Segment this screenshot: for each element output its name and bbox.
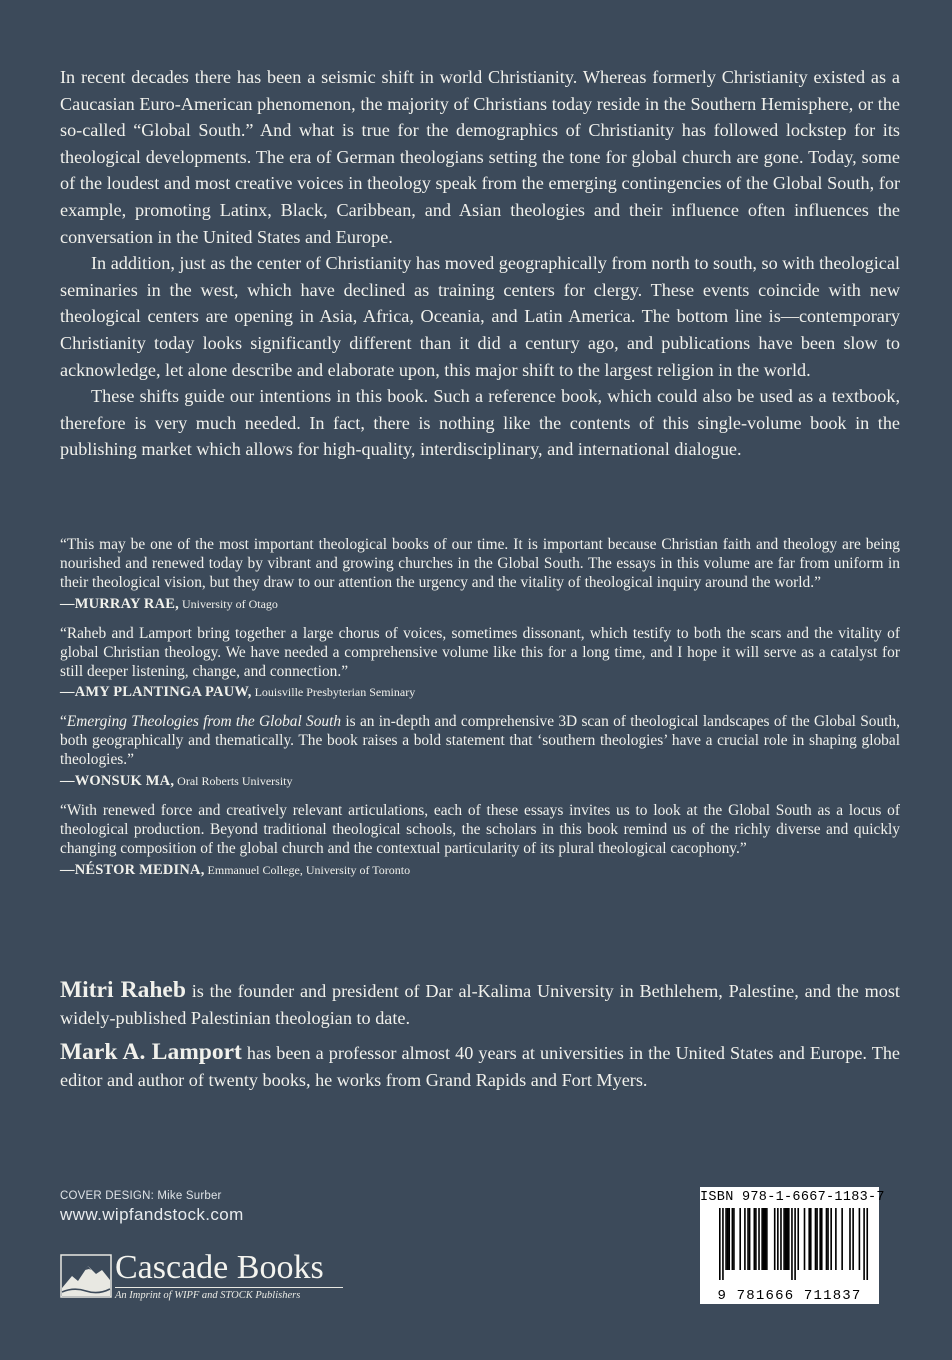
barcode-bar bbox=[849, 1208, 851, 1270]
barcode-bar bbox=[761, 1208, 763, 1270]
barcode-bar bbox=[758, 1208, 760, 1270]
barcode-bar bbox=[785, 1208, 787, 1270]
endorsement bbox=[60, 625, 900, 701]
publisher-logo bbox=[60, 1249, 350, 1308]
barcode-bar bbox=[826, 1208, 828, 1270]
endorser-name: —WONSUK MA, bbox=[60, 773, 175, 790]
blurb-paragraph-1: In recent decades there has been a seismic shift in world Christianity. Whereas formerly Christianity existed as a Caucasian Euro-American phenomenon, the majority of Christians today reside in the Southern Hemisphere, or the so-called “Global South.” And what is true for the demographics of Christianity has followed lockstep for its theological developments. The era of German theologians setting the tone for global church are gone. Today, some of the loudest and most creative voices in theology speak from the emerging contingencies of the Global South, for example, promoting Latinx, Black, Caribbean, and Asian theologies and their influence often influences the conversation in the United States and Europe. bbox=[60, 67, 900, 247]
barcode-bar bbox=[827, 1208, 829, 1270]
barcode-bar bbox=[788, 1208, 790, 1270]
barcode-bar bbox=[777, 1208, 779, 1270]
barcode-bar bbox=[749, 1208, 751, 1270]
endorsement-quote: “With renewed force and creatively relevant articulations, each of these essays invites us to look at the Global South as a locus of theological production. Beyond traditional theological schools, the scholars in this book remind us of the richly diverse and quickly changing composition of the global church and the contextual particularity of its plural theological cacophony.” bbox=[60, 802, 900, 857]
mountain-logo-icon bbox=[60, 1254, 112, 1298]
author-bios bbox=[60, 977, 900, 1101]
barcode-bar bbox=[719, 1208, 721, 1280]
blurb-paragraph-3: These shifts guide our intentions in this book. Such a reference book, which could also be used as a textbook, therefore is very much needed. In fact, there is nothing like the contents of this single-volume book in the publishing market which allows for high-quality, interdisciplinary, and international dialogue. bbox=[60, 386, 900, 460]
barcode-bar bbox=[722, 1208, 724, 1280]
barcode-bar bbox=[821, 1208, 823, 1270]
barcode-bar bbox=[725, 1208, 727, 1270]
barcode-bar bbox=[786, 1208, 788, 1270]
publisher-name: Cascade Books bbox=[115, 1249, 324, 1286]
endorsement-attribution bbox=[60, 684, 900, 700]
barcode-bar bbox=[747, 1208, 749, 1270]
quote-body: is an in-depth and comprehensive 3D scan of theological landscapes of the Global South, both geographically and thematically. The book raises a bold statement that ‘southern theologies’ have a crucial role in shaping global theologies.” bbox=[60, 713, 900, 769]
barcode-bar bbox=[794, 1208, 796, 1280]
endorser-name: —AMY PLANTINGA PAUW, bbox=[60, 684, 252, 701]
endorsement-attribution bbox=[60, 773, 900, 789]
barcode-bar bbox=[830, 1208, 832, 1270]
endorsement-attribution bbox=[60, 862, 900, 878]
barcode-bar bbox=[755, 1208, 757, 1270]
barcode-bar bbox=[744, 1208, 746, 1270]
barcode-bar bbox=[754, 1208, 756, 1270]
barcode-bar bbox=[733, 1208, 735, 1270]
endorsement-quote: “This may be one of the most important theological books of our time. It is important because Christian faith and theology are being nourished and renewed today by vibrant and growing churches in the Global South. The essays in this volume are far from uniform in their theological vision, but they draw to our attention the urgency and the vitality of theological inquiry around the world.” bbox=[60, 536, 900, 591]
barcode-bar bbox=[728, 1208, 730, 1270]
endorsements bbox=[60, 536, 900, 891]
barcode-bar bbox=[808, 1208, 810, 1270]
endorsement-attribution bbox=[60, 596, 900, 612]
barcode-bar bbox=[815, 1208, 817, 1270]
barcode-bar bbox=[797, 1208, 799, 1270]
endorsement bbox=[60, 802, 900, 878]
barcode-bar bbox=[732, 1208, 734, 1270]
barcode-bar bbox=[764, 1208, 766, 1270]
cover-design-credit: COVER DESIGN: Mike Surber bbox=[60, 1190, 222, 1202]
barcode-bar bbox=[835, 1208, 837, 1270]
description-blurb bbox=[60, 64, 900, 463]
barcode-bar bbox=[866, 1208, 868, 1280]
book-title: Emerging Theologies from the Global South bbox=[66, 713, 342, 731]
barcode-bar bbox=[810, 1208, 812, 1270]
barcode-bar bbox=[727, 1208, 729, 1270]
endorsement-quote bbox=[60, 713, 900, 770]
endorser-name: —MURRAY RAE, bbox=[60, 595, 179, 612]
barcode-bar bbox=[852, 1208, 854, 1270]
author-bio-text: has been a professor almost 40 years at universities in the United States and Europe. The editor and author of twenty books, he works from Grand Rapids and Fort Myers. bbox=[60, 1043, 900, 1090]
quote-open-mark: “ bbox=[60, 713, 67, 731]
barcode-bar bbox=[739, 1208, 741, 1270]
endorser-affiliation: Emmanuel College, University of Toronto bbox=[207, 862, 411, 877]
endorsement bbox=[60, 713, 900, 789]
barcode-bar bbox=[774, 1208, 776, 1270]
author-name: Mark A. Lamport bbox=[60, 1039, 242, 1065]
endorser-name: —NÉSTOR MEDINA, bbox=[60, 861, 205, 878]
endorser-affiliation: Louisville Presbyterian Seminary bbox=[254, 685, 416, 700]
barcode-bar bbox=[816, 1208, 818, 1270]
author-bio bbox=[60, 977, 900, 1031]
barcode-bar bbox=[819, 1208, 821, 1270]
barcode-bar bbox=[783, 1208, 785, 1270]
endorsement bbox=[60, 536, 900, 612]
author-bio bbox=[60, 1039, 900, 1093]
publisher-website-link[interactable]: www.wipfandstock.com bbox=[60, 1205, 244, 1224]
barcode-bar bbox=[804, 1208, 806, 1270]
barcode-bar bbox=[763, 1208, 765, 1270]
endorsement-quote: “Raheb and Lamport bring together a large chorus of voices, sometimes dissonant, which testify to both the scars and the vitality of global Christian theology. We have needed a comprehensive volume like this for a long time, and I hope it will serve as a catalyst for still deeper listening, change, and connection.” bbox=[60, 624, 900, 680]
barcode-bar bbox=[863, 1208, 865, 1280]
logo-divider bbox=[115, 1287, 343, 1288]
barcode-icon bbox=[707, 1208, 872, 1288]
blurb-paragraph-2: In addition, just as the center of Christianity has moved geographically from north to south, so with theological seminaries in the west, which have declined as training centers for clergy. These events coincide with new theological centers are opening in Asia, Africa, Oceania, and Latin America. The bottom line is—contemporary Christianity today looks significantly different than it did a century ago, and publications have been slow to acknowledge, let alone describe and elaborate upon, this major shift to the largest religion in the world. bbox=[60, 253, 900, 380]
endorser-affiliation: University of Otago bbox=[181, 596, 278, 611]
isbn-barcode-panel bbox=[700, 1187, 885, 1304]
barcode-bar bbox=[841, 1208, 843, 1270]
endorser-affiliation: Oral Roberts University bbox=[177, 774, 293, 789]
barcode-bar bbox=[780, 1208, 782, 1270]
author-bio-text: is the founder and president of Dar al-Kalima University in Bethlehem, Palestine, and the most widely-published Palestinian theologian to date. bbox=[60, 981, 900, 1028]
isbn-label: ISBN 978-1-6667-1183-7 bbox=[700, 1190, 885, 1205]
barcode-bar bbox=[859, 1208, 861, 1270]
barcode-bar bbox=[791, 1208, 793, 1280]
author-name: Mitri Raheb bbox=[60, 977, 186, 1003]
publisher-tagline: An Imprint of WIPF and STOCK Publishers bbox=[115, 1290, 301, 1301]
barcode-digits: 9 781666 711837 bbox=[717, 1288, 862, 1304]
barcode-bar bbox=[766, 1208, 768, 1270]
